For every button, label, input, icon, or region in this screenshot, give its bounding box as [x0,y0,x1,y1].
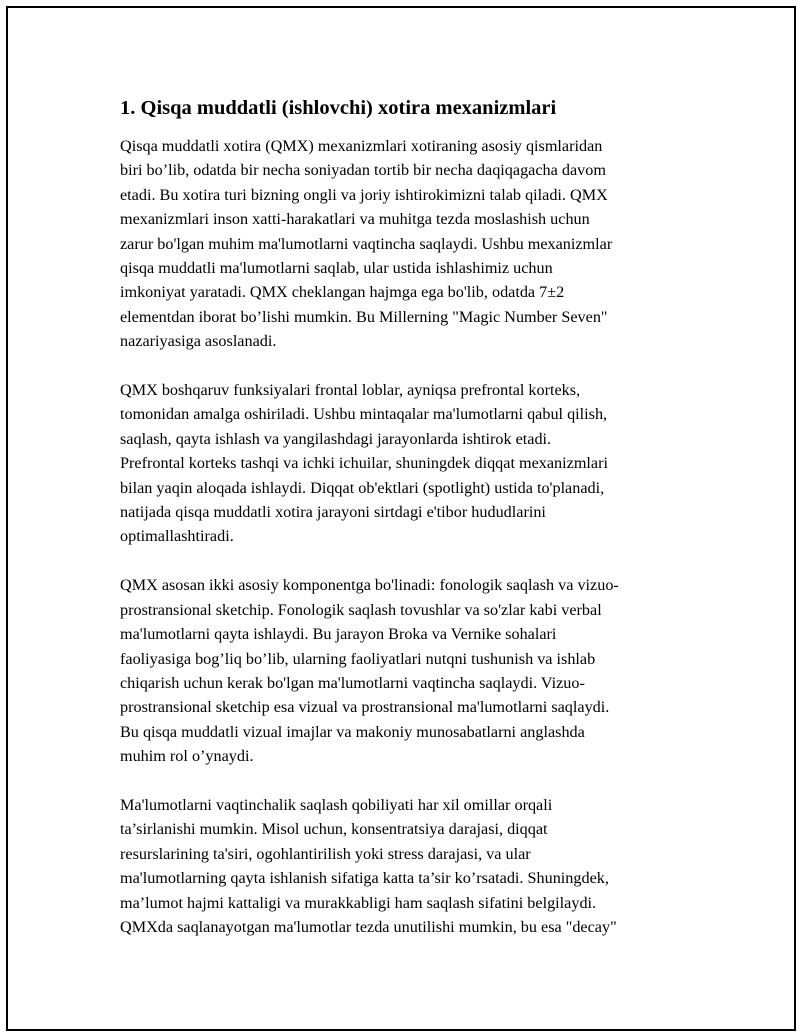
text-line: prostransional sketchip esa vizual va prostransional ma'lumotlarni saqlaydi. [120,698,610,717]
text-line: natijada qisqa muddatli xotira jarayoni sirtdagi e'tibor hududlarini [120,503,546,522]
paragraph-2 [120,378,690,549]
text-line: nazariyasiga asoslanadi. [120,332,277,351]
page-frame [6,6,796,1031]
paragraph-4 [120,793,690,939]
text-line: qisqa muddatli ma'lumotlarni saqlab, ular ustida ishlashimiz uchun [120,259,553,278]
text-line: zarur bo'lgan muhim ma'lumotlarni vaqtincha saqlaydi. Ushbu mexanizmlar [120,234,613,253]
text-line: chiqarish uchun kerak bo'lgan ma'lumotlarni vaqtincha saqlaydi. Vizuo- [120,673,585,692]
text-line: Qisqa muddatli xotira (QMX) mexanizmlari xotiraning asosiy qismlaridan [120,137,603,155]
text-line: ma’lumot hajmi kattaligi va murakkabligi ham saqlash sifatini belgilaydi. [120,893,597,912]
text-line: prostransional sketchip. Fonologik saqlash tovushlar va so'zlar kabi verbal [120,600,602,619]
section-heading: 1. Qisqa muddatli (ishlovchi) xotira mexanizmlari [120,97,557,119]
text-line: mexanizmlari inson xatti-harakatlari va muhitga tezda moslashish uchun [120,210,590,229]
text-line: elementdan iborat bo’lishi mumkin. Bu Millerning "Magic Number Seven" [120,307,608,326]
paragraph-1 [120,134,690,354]
text-line: QMX boshqaruv funksiyalari frontal loblar, ayniqsa prefrontal korteks, [120,381,581,400]
text-line: QMXda saqlanayotgan ma'lumotlar tezda unutilishi mumkin, bu esa "decay" [120,917,617,936]
text-line: bilan yaqin aloqada ishlaydi. Diqqat ob'ektlari (spotlight) ustida to'planadi, [120,478,605,497]
text-line: muhim rol o’ynaydi. [120,747,254,766]
text-line: saqlash, qayta ishlash va yangilashdagi jarayonlarda ishtirok etadi. [120,429,552,448]
text-line: tomonidan amalga oshiriladi. Ushbu mintaqalar ma'lumotlarni qabul qilish, [120,405,608,424]
text-line: ma'lumotlarning qayta ishlanish sifatiga katta ta’sir ko’rsatadi. Shuningdek, [120,869,609,888]
text-line: imkoniyat yaratadi. QMX cheklangan hajmga ega bo'lib, odatda 7±2 [120,283,565,302]
text-line: Prefrontal korteks tashqi va ichki ichuilar, shuningdek diqqat mexanizmlari [120,454,608,473]
text-line: resurslarining ta'siri, ogohlantirilish yoki stress darajasi, va ular [120,844,531,863]
paragraph-3 [120,573,690,768]
text-line: etadi. Bu xotira turi bizning ongli va joriy ishtirokimizni talab qiladi. QMX [120,185,608,204]
text-line: ma'lumotlarni qayta ishlaydi. Bu jarayon Broka va Vernike sohalari [120,625,557,644]
text-line: ta’sirlanishi mumkin. Misol uchun, konsentratsiya darajasi, diqqat [120,820,548,839]
text-line: biri bo’lib, odatda bir necha soniyadan tortib bir necha daqiqagacha davom [120,161,606,180]
text-line: faoliyasiga bog’liq bo’lib, ularning faoliyatlari nutqni tushunish va ishlab [120,649,596,668]
document-body [120,94,690,964]
text-line: Bu qisqa muddatli vizual imajlar va makoniy munosabatlarni anglashda [120,722,585,741]
text-line: optimallashtiradi. [120,527,234,546]
text-line: Ma'lumotlarni vaqtinchalik saqlash qobiliyati har xil omillar orqali [120,795,553,814]
text-line: QMX asosan ikki asosiy komponentga bo'linadi: fonologik saqlash va vizuo- [120,576,619,595]
